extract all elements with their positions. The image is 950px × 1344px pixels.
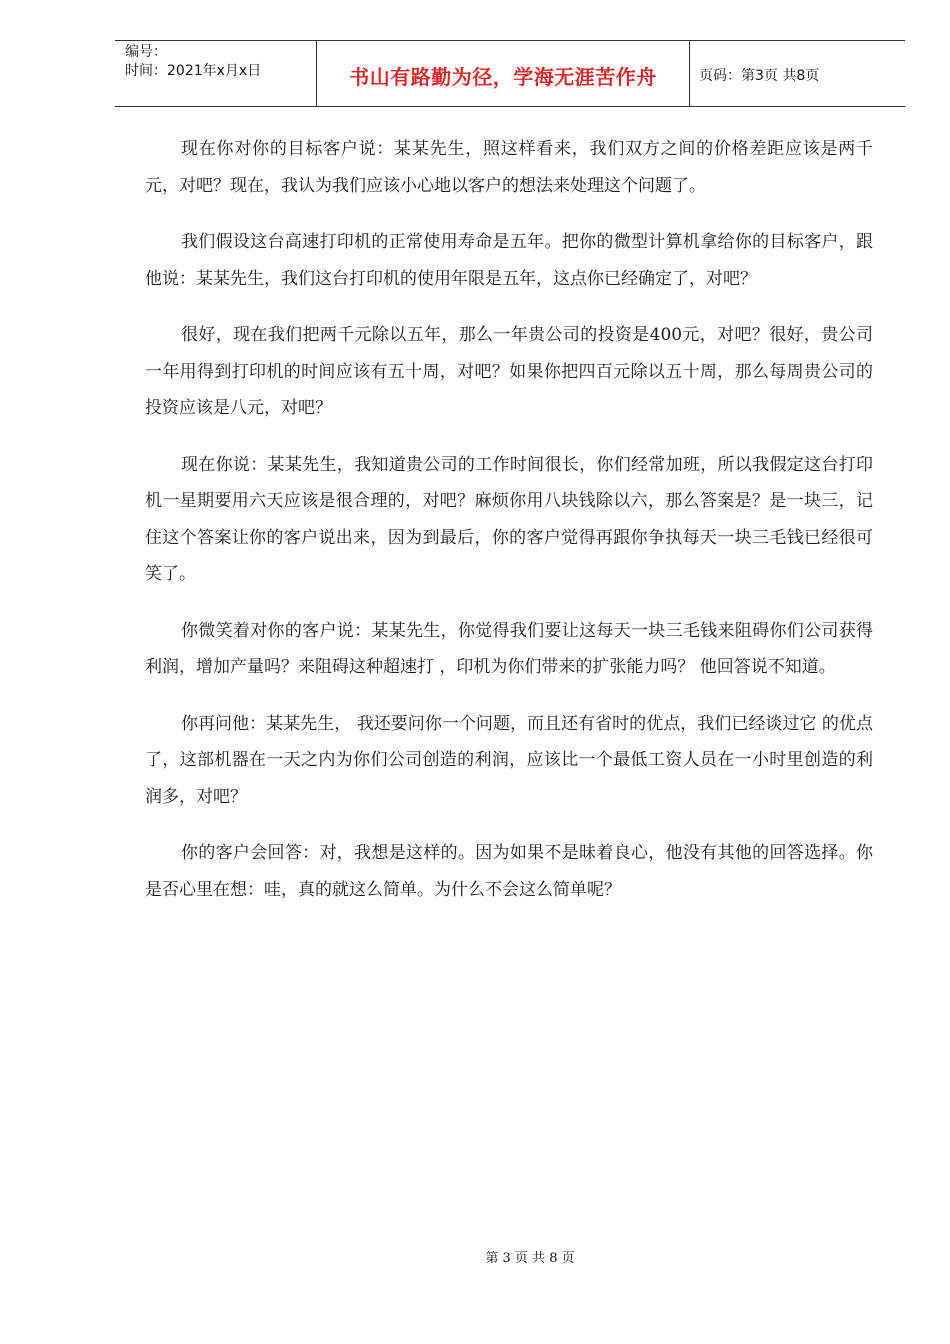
header-divider <box>689 41 690 107</box>
paragraph: 很好，现在我们把两千元除以五年，那么一年贵公司的投资是400元，对吧？很好，贵公司一年用得到打印机的时间应该有五十周，对吧？如果你把四百元除以五十周，那么每周贵公司的投资应该是八元，对吧？ <box>145 325 873 418</box>
page-header <box>115 40 905 107</box>
page-footer: 第 3 页 共 8 页 <box>485 1251 575 1266</box>
paragraph: 你再问他：某某先生， 我还要问你一个问题，而且还有省时的优点，我们已经谈过它 的优点了，这部机器在一天之内为你们公司创造的利润，应该比一个最低工资人员在一小时里创造的利润多，对吧？ <box>145 713 873 807</box>
document-body <box>145 131 873 928</box>
header-meta <box>125 43 261 81</box>
paragraph: 现在你对你的目标客户说：某某先生，照这样看来，我们双方之间的价格差距应该是两千元，对吧？现在，我认为我们应该小心地以客户的想法来处理这个问题了。 <box>145 139 873 196</box>
paragraph: 现在你说：某某先生，我知道贵公司的工作时间很长，你们经常加班，所以我假定这台打印机一星期要用六天应该是很合理的，对吧？麻烦你用八块钱除以六，那么答案是？是一块三，记住这个答案让你的客户说出来，因为到最后，你的客户觉得再跟你争执每天一块三毛钱已经很可笑了。 <box>145 454 873 584</box>
paragraph: 我们假设这台高速打印机的正常使用寿命是五年。把你的微型计算机拿给你的目标客户，跟他说：某某先生，我们这台打印机的使用年限是五年，这点你已经确定了，对吧？ <box>145 232 873 289</box>
header-motto: 书山有路勤为径，学海无涯苦作舟 <box>349 65 657 89</box>
paragraph: 你的客户会回答：对，我想是这样的。因为如果不是昧着良心，他没有其他的回答选择。你是否心里在想：哇，真的就这么简单。为什么不会这么简单呢？ <box>145 843 873 900</box>
number-label: 编号： <box>125 44 167 60</box>
header-page-info: 页码：第3页 共8页 <box>699 68 820 84</box>
paragraph: 你微笑着对你的客户说：某某先生，你觉得我们要让这每天一块三毛钱来阻碍你们公司获得利润，增加产量吗？来阻碍这种超速打 ，印机为你们带来的扩张能力吗？ 他回答说不知道。 <box>145 620 873 677</box>
time-label: 时间：2021年x月x日 <box>125 63 262 79</box>
